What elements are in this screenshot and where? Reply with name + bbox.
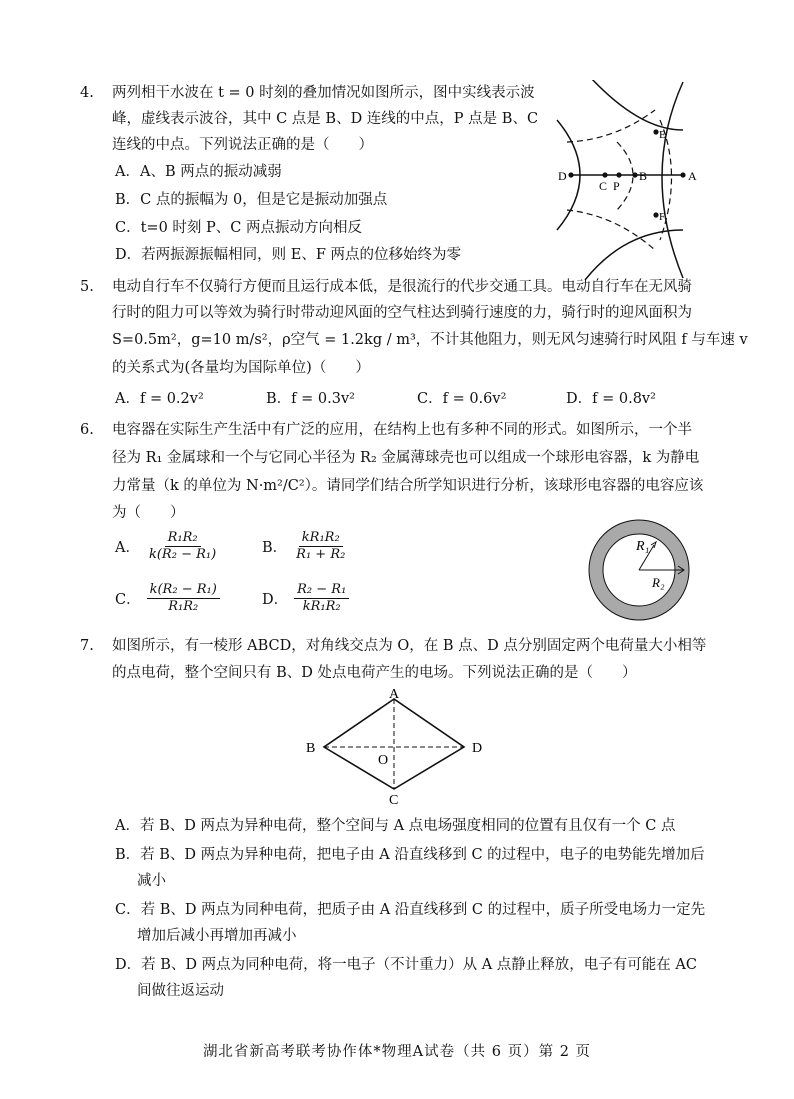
q4-point-a-dot xyxy=(680,172,685,177)
q7-label-o: O xyxy=(378,753,389,768)
q6-option-a[interactable] xyxy=(115,530,219,563)
q5-number: 5. xyxy=(80,279,94,295)
q5-option-a[interactable]: A．f = 0.2v² xyxy=(115,391,204,407)
q6-stem-line-4: 为（ ） xyxy=(112,505,185,521)
q4-label-e: E xyxy=(659,129,666,141)
q4-label-a: A xyxy=(688,169,697,183)
q6-option-d-denominator: kR₁R₂ xyxy=(302,599,341,614)
q6-option-c[interactable] xyxy=(115,582,220,615)
q6-spherical-capacitor-figure xyxy=(584,515,694,625)
q7-option-d-cont: 间做往返运动 xyxy=(137,983,224,999)
q7-option-b-cont: 减小 xyxy=(137,873,166,889)
q4-label-p: P xyxy=(613,179,620,193)
q4-point-c-dot xyxy=(602,172,607,177)
q4-option-d[interactable]: D．若两振源振幅相同，则 E、F 两点的位移始终为零 xyxy=(115,247,461,263)
q4-point-e-dot xyxy=(653,129,658,134)
q5-stem-line-4: 的关系式为(各量均为国际单位)（ ） xyxy=(112,360,370,376)
q4-option-a[interactable]: A．A、B 两点的振动减弱 xyxy=(115,164,282,180)
q5-option-c[interactable]: C．f = 0.6v² xyxy=(417,391,507,407)
q6-stem-line-2: 径为 R₁ 金属球和一个与它同心半径为 R₂ 金属薄球壳也可以组成一个球形电容器，k 为静电 xyxy=(112,450,700,466)
q5-stem-line-1: 电动自行车不仅骑行方便而且运行成本低，是很流行的代步交通工具。电动自行车在无风骑 xyxy=(112,279,692,295)
q6-option-a-fraction xyxy=(146,530,219,563)
q4-label-c: C xyxy=(599,179,608,193)
q7-number: 7. xyxy=(80,638,94,654)
q5-stem-line-2: 行时的阻力可以等效为骑行时带动迎风面的空气柱达到骑行速度的力，骑行时的迎风面积为 xyxy=(112,305,692,321)
q7-option-a[interactable]: A．若 B、D 两点为异种电荷，整个空间与 A 点电场强度相同的位置有且仅有一个 C 点 xyxy=(115,818,676,834)
q4-label-f: F xyxy=(659,211,666,223)
q6-option-a-numerator: R₁R₂ xyxy=(165,530,201,547)
q7-option-c[interactable]: C．若 B、D 两点为同种电荷，把质子由 A 沿直线移到 C 的过程中，质子所受电场力一定先 xyxy=(115,902,706,918)
q7-stem-line-2: 的点电荷，整个空间只有 B、D 处点电荷产生的电场。下列说法正确的是（ ） xyxy=(112,665,637,681)
q7-option-c-cont: 增加后减小再增加再减小 xyxy=(137,928,297,944)
q5-option-b[interactable]: B．f = 0.3v² xyxy=(266,391,355,407)
q6-stem-line-1: 电容器在实际生产生活中有广泛的应用，在结构上也有多种不同的形式。如图所示，一个半 xyxy=(112,422,692,438)
q6-option-b[interactable] xyxy=(262,530,348,563)
q4-label-d: D xyxy=(558,169,567,183)
q4-stem-line-2: 峰，虚线表示波谷，其中 C 点是 B、D 连线的中点，P 点是 B、C xyxy=(112,111,539,127)
q7-stem-line-1: 如图所示，有一棱形 ABCD，对角线交点为 O，在 B 点、D 点分别固定两个电荷量大小相等 xyxy=(112,638,707,654)
q7-label-b: B xyxy=(306,741,316,756)
q6-option-c-label: C． xyxy=(115,592,141,608)
q6-label-r1: R₁ xyxy=(636,539,650,554)
q4-option-b[interactable]: B．C 点的振幅为 0，但是它是振动加强点 xyxy=(115,192,388,208)
q6-option-c-denominator: R₁R₂ xyxy=(168,599,199,614)
q6-option-d-fraction xyxy=(294,582,349,615)
q6-option-a-denominator: k(R₂ − R₁) xyxy=(148,547,217,562)
q7-option-d[interactable]: D．若 B、D 两点为同种电荷，将一电子（不计重力）从 A 点静止释放，电子有可能在 AC xyxy=(115,957,697,973)
q4-point-p-dot xyxy=(616,172,621,177)
q7-rhombus-figure xyxy=(300,687,500,807)
q7-label-a: A xyxy=(389,687,400,702)
q7-label-d: D xyxy=(472,741,483,756)
q4-label-b: B xyxy=(639,169,648,183)
q4-stem-line-1: 两列相干水波在 t = 0 时刻的叠加情况如图所示，图中实线表示波 xyxy=(112,85,535,101)
q6-stem-line-3: 力常量（k 的单位为 N·m²/C²）。请同学们结合所学知识进行分析，该球形电容器的电容应该 xyxy=(112,478,704,494)
q7-label-c: C xyxy=(389,793,399,807)
q4-stem-line-3: 连线的中点。下列说法正确的是（ ） xyxy=(112,137,373,153)
q4-wave-figure xyxy=(555,80,715,280)
q6-option-a-label: A． xyxy=(115,540,140,556)
q4-option-c[interactable]: C．t=0 时刻 P、C 两点振动方向相反 xyxy=(115,220,362,236)
q4-point-f-dot xyxy=(653,212,658,217)
q4-number: 4. xyxy=(80,85,94,101)
page-footer: 湖北省新高考联考协作体*物理A试卷（共 6 页）第 2 页 xyxy=(202,1044,592,1060)
q5-stem-line-3: S=0.5m²，g=10 m/s²，ρ空气 = 1.2kg / m³，不计其他阻力，则无风匀速骑行时风阻 f 与车速 v xyxy=(112,332,748,348)
q7-option-b[interactable]: B．若 B、D 两点为异种电荷，把电子由 A 沿直线移到 C 的过程中，电子的电势能先增加后 xyxy=(115,847,705,863)
q6-option-c-fraction xyxy=(147,582,220,615)
q4-point-b-dot xyxy=(632,172,637,177)
q6-option-d-label: D． xyxy=(262,592,289,608)
q6-option-d-numerator: R₂ − R₁ xyxy=(294,582,349,599)
q6-option-b-numerator: kR₁R₂ xyxy=(299,530,343,547)
q6-option-d[interactable] xyxy=(262,582,349,615)
q6-option-b-label: B． xyxy=(262,540,288,556)
q6-number: 6. xyxy=(80,422,94,438)
q6-label-r2: R₂ xyxy=(652,575,665,590)
q6-option-b-fraction xyxy=(293,530,348,563)
q6-option-b-denominator: R₁ + R₂ xyxy=(296,547,346,562)
q6-option-c-numerator: k(R₂ − R₁) xyxy=(147,582,220,599)
q5-option-d[interactable]: D．f = 0.8v² xyxy=(566,391,656,407)
q4-point-d-dot xyxy=(568,172,573,177)
